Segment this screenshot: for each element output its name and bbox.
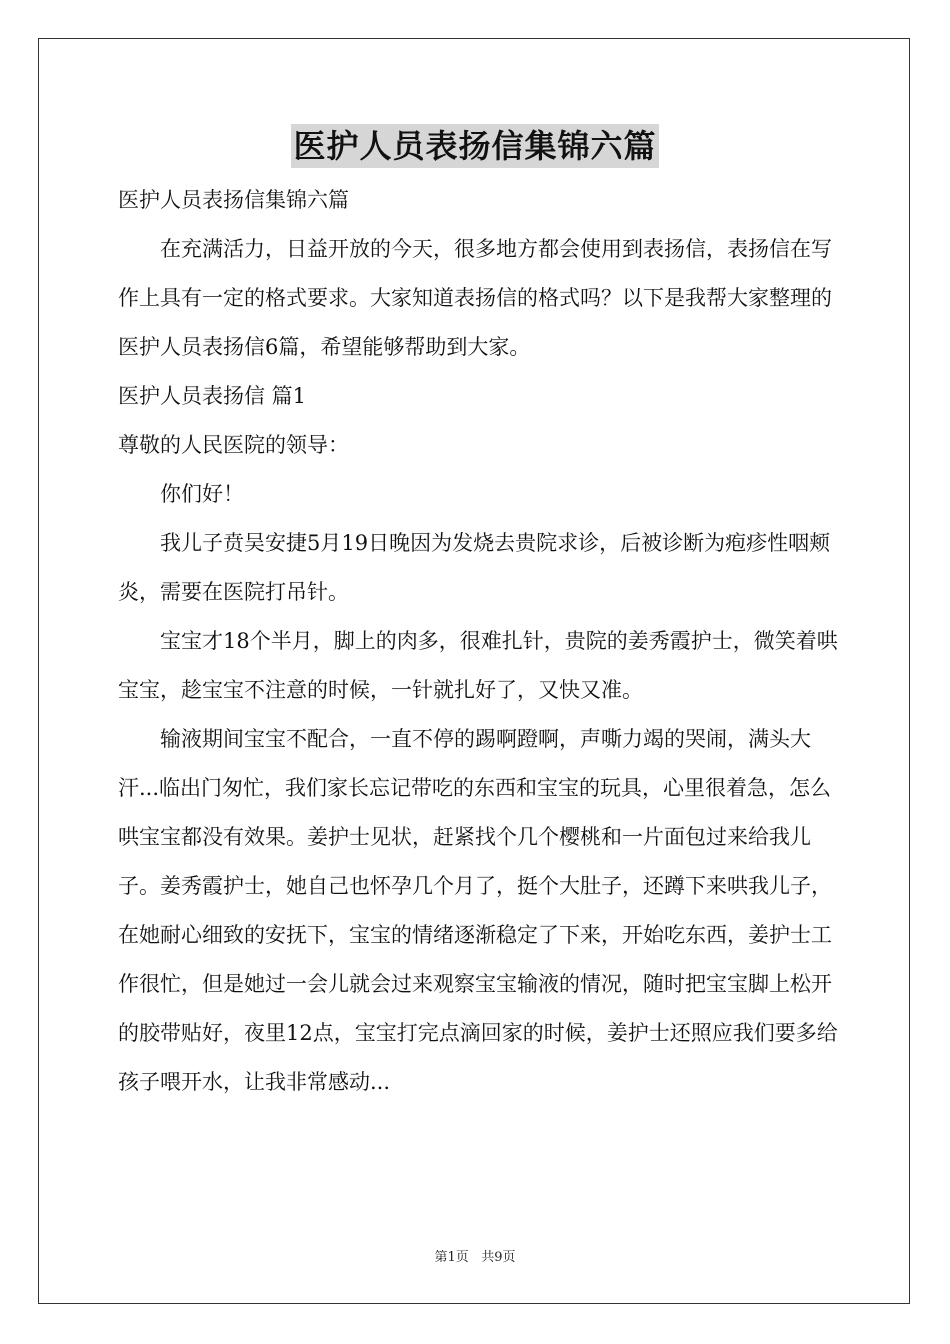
- body-paragraph: 宝宝才18个半月，脚上的肉多，很难扎针，贵院的姜秀霞护士，微笑着哄宝宝，趁宝宝不注意的时候，一针就扎好了，又快又准。: [118, 629, 838, 702]
- section-heading: 医护人员表扬信 篇1: [118, 384, 307, 408]
- document-body: [118, 176, 838, 1107]
- page-footer: [0, 1246, 950, 1265]
- body-paragraph-subtitle: 医护人员表扬信集锦六篇: [118, 188, 349, 212]
- greeting: 你们好！: [160, 482, 244, 506]
- body-paragraph: 我儿子贲吴安捷5月19日晚因为发烧去贵院求诊，后被诊断为疱疹性咽颊炎，需要在医院打吊针。: [118, 531, 831, 604]
- body-paragraph: 输液期间宝宝不配合，一直不停的踢啊蹬啊，声嘶力竭的哭闹，满头大汗...临出门匆忙，我们家长忘记带吃的东西和宝宝的玩具，心里很着急，怎么哄宝宝都没有效果。姜护士见状，赶紧找个几个樱桃和一片面包过来给我儿子。姜秀霞护士，她自己也怀孕几个月了，挺个大肚子，还蹲下来哄我儿子，在她耐心细致的安抚下，宝宝的情绪逐渐稳定了下来，开始吃东西，姜护士工作很忙，但是她过一会儿就会过来观察宝宝输液的情况，随时把宝宝脚上松开的胶带贴好，夜里12点，宝宝打完点滴回家的时候，姜护士还照应我们要多给孩子喂开水，让我非常感动...: [118, 727, 838, 1094]
- body-paragraph-intro: 在充满活力，日益开放的今天，很多地方都会使用到表扬信，表扬信在写作上具有一定的格式要求。大家知道表扬信的格式吗？以下是我帮大家整理的医护人员表扬信6篇，希望能够帮助到大家。: [118, 237, 832, 359]
- salutation: 尊敬的人民医院的领导：: [118, 433, 349, 457]
- document-title-text: 医护人员表扬信集锦六篇: [291, 124, 658, 168]
- page-total: 共9页: [481, 1250, 516, 1265]
- page-number: 第1页: [434, 1250, 469, 1265]
- document-title: [0, 124, 950, 168]
